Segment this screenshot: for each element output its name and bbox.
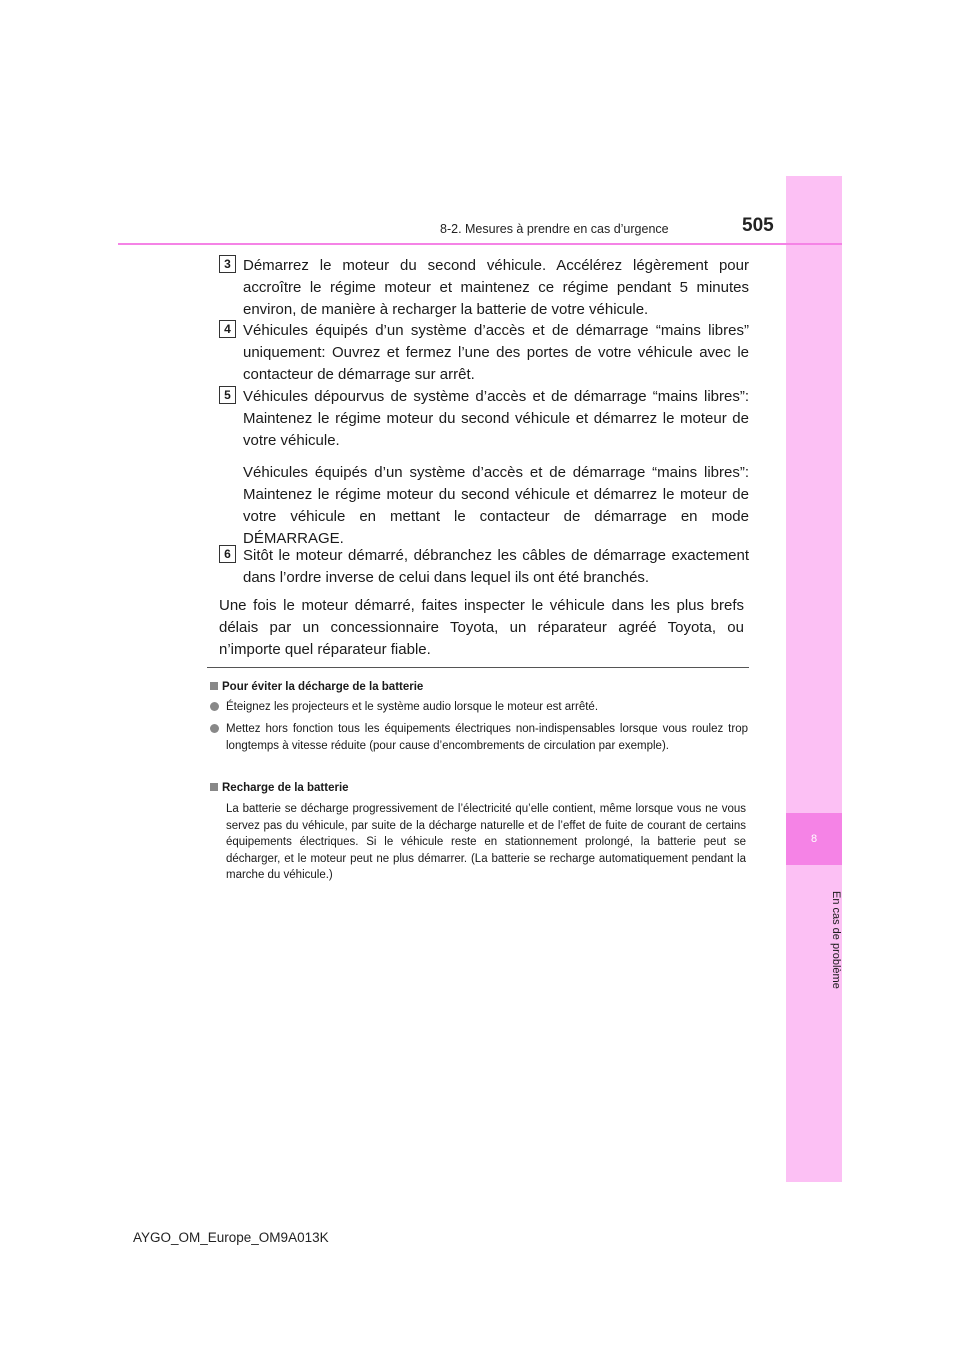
step-number-badge: 4: [219, 320, 236, 338]
chapter-number: 8: [810, 833, 818, 845]
step-number-badge: 5: [219, 386, 236, 404]
bullet-item: [210, 699, 748, 716]
footer-code: AYGO_OM_Europe_OM9A013K: [133, 1230, 329, 1245]
step-text: Sitôt le moteur démarré, débranchez les câbles de démarrage exactement dans l’ordre inverse de celui dans lequel ils ont été branchés.: [243, 547, 749, 586]
chapter-number-box: [786, 813, 842, 865]
step-text-alt: Véhicules équipés d’un système d’accès et de démarrage “mains libres”: Maintenez le régime moteur du second véhicule et démarrez le moteur de votre véhicule en mettant le contacteur de démarrage en mode DÉMARRAGE.: [243, 464, 749, 547]
note-heading-battery-recharge: [210, 780, 748, 797]
square-bullet-icon: [210, 682, 218, 690]
step-text: Véhicules dépourvus de système d’accès et de démarrage “mains libres”: Maintenez le régime moteur du second véhicule et démarrez le moteur de votre véhicule.: [243, 388, 749, 449]
step-text: Démarrez le moteur du second véhicule. Accélérez légèrement pour accroître le régime moteur et maintenez ce régime pendant 5 minutes environ, de manière à recharger la batterie de votre véhicule.: [243, 257, 749, 318]
bullet-text: Éteignez les projecteurs et le système audio lorsque le moteur est arrêté.: [226, 701, 599, 713]
note-title: Pour éviter la décharge de la batterie: [222, 681, 424, 693]
header-divider: [118, 243, 842, 245]
section-title: 8-2. Mesures à prendre en cas d’urgence: [440, 222, 669, 236]
side-tab: [786, 176, 842, 1182]
step-5: [219, 386, 749, 550]
note-heading: [210, 681, 423, 693]
note-heading-battery-discharge: [210, 679, 748, 696]
chapter-title: [786, 880, 842, 1000]
circle-bullet-icon: [210, 702, 219, 711]
step-number-badge: 3: [219, 255, 236, 273]
step-text: Véhicules équipés d’un système d’accès et de démarrage “mains libres” uniquement: Ouvrez et fermez l’une des portes de votre véhicule avec le contacteur de démarrage sur arrêt.: [243, 322, 749, 383]
step-number-badge: 6: [219, 545, 236, 563]
step-4: [219, 320, 749, 386]
bullet-text: Mettez hors fonction tous les équipements électriques non-indispensables lorsque vous roulez trop longtemps à vitesse réduite (pour cause d’encombrements de circulation par exemple).: [226, 723, 748, 752]
step-6: [219, 545, 749, 589]
step-3: [219, 255, 749, 321]
bullet-item: [210, 721, 748, 754]
note-body: La batterie se décharge progressivement de l’électricité qu’elle contient, même lorsque vous ne vous servez pas du véhicule, par suite de la décharge naturelle et de l’effet de fuite de courant de certains équipements électriques. Si le véhicule reste en stationnement prolongé, la batterie peut se décharger, et le moteur peut ne plus démarrer. (La batterie se recharge automatiquement pendant la marche du véhicule.): [226, 803, 746, 881]
circle-bullet-icon: [210, 724, 219, 733]
square-bullet-icon: [210, 783, 218, 791]
notes-separator: [207, 667, 749, 668]
note-heading: [210, 782, 349, 794]
page-number: 505: [742, 215, 774, 236]
note-title: Recharge de la batterie: [222, 782, 349, 794]
chapter-title-text: En cas de problème: [830, 891, 842, 989]
closing-paragraph: Une fois le moteur démarré, faites inspecter le véhicule dans les plus brefs délais par un concessionnaire Toyota, un réparateur agréé Toyota, ou n’importe quel réparateur fiable.: [219, 597, 744, 658]
